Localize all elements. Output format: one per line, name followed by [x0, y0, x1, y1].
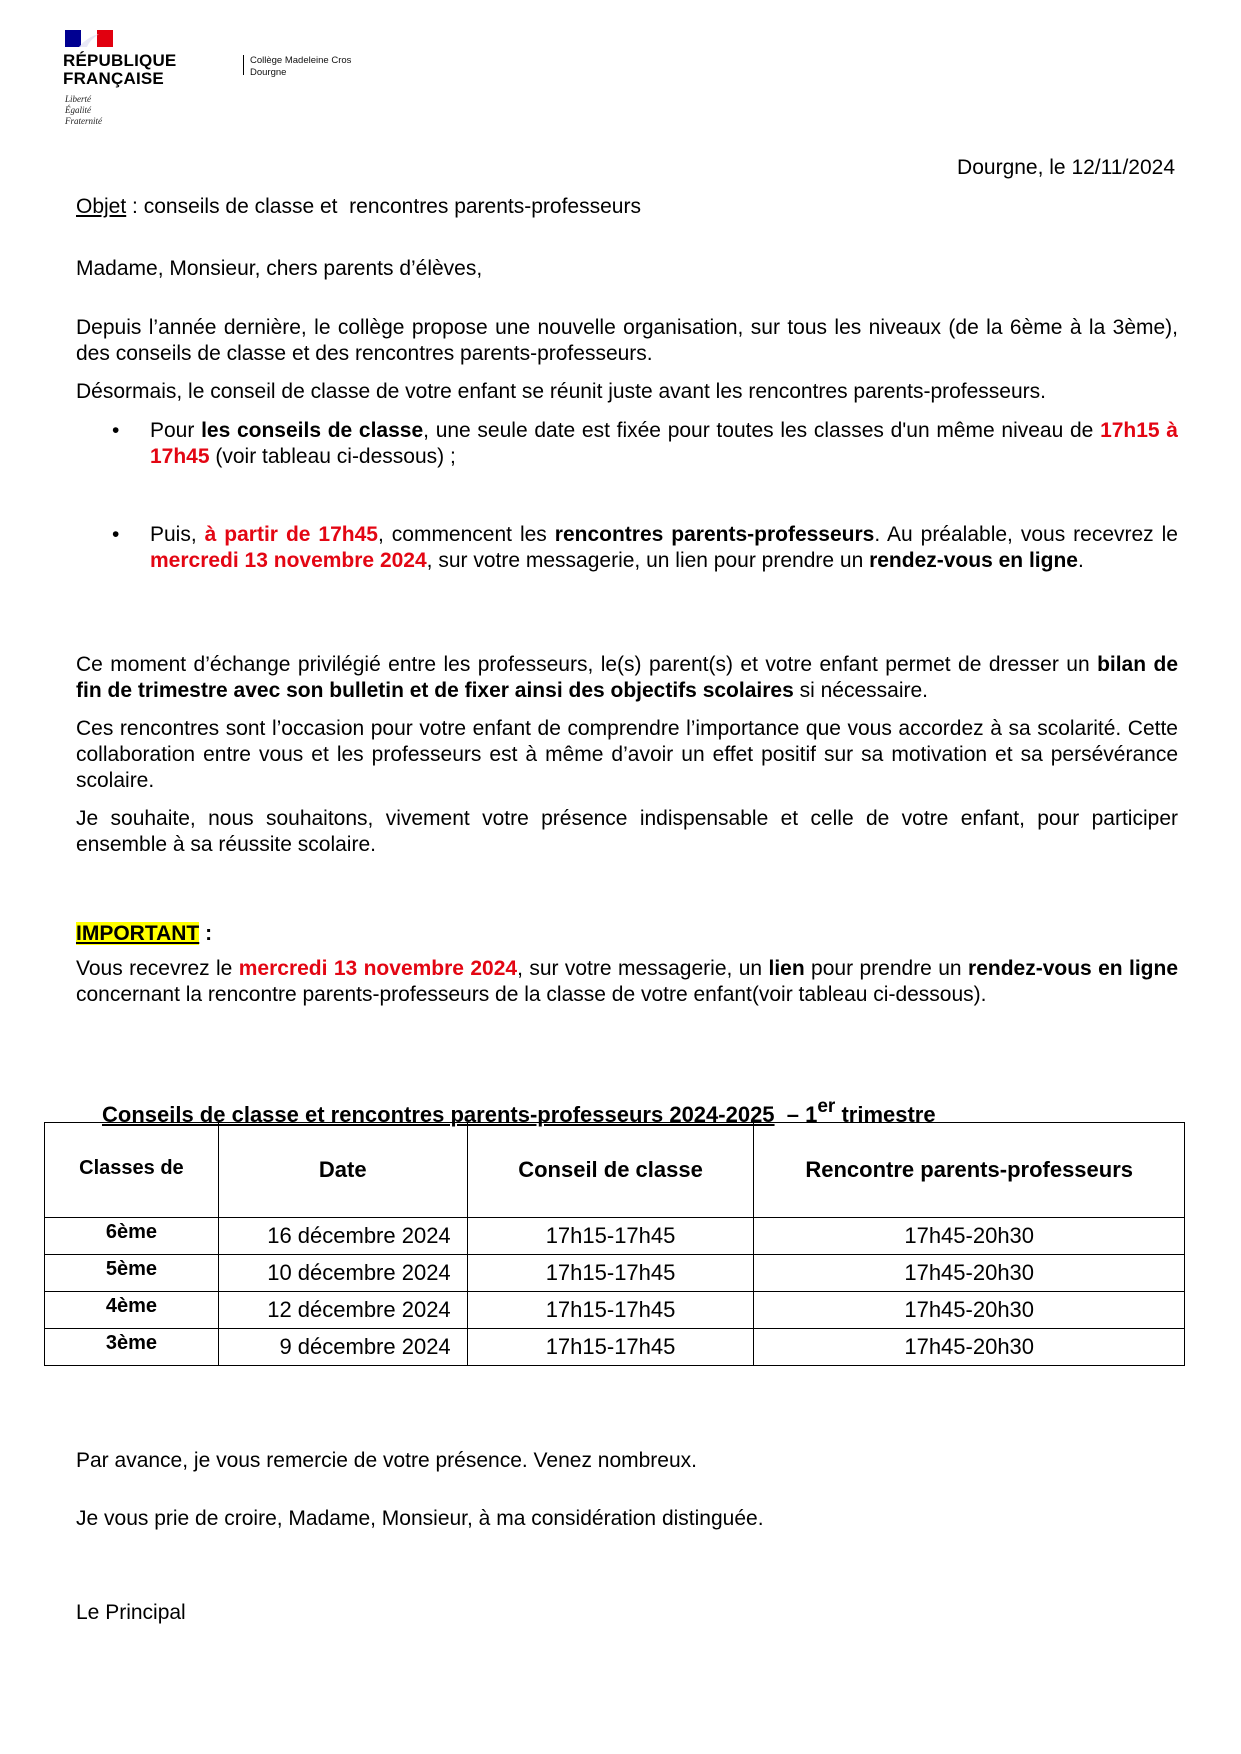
rencontre-cell: 17h45-20h30 — [754, 1218, 1185, 1255]
important-heading: IMPORTANT : — [76, 922, 213, 945]
french-flag-icon — [65, 30, 113, 47]
closing-thanks: Par avance, je vous remercie de votre présence. Venez nombreux. — [76, 1449, 697, 1472]
date-cell: 9 décembre 2024 — [218, 1329, 467, 1366]
header-classes: Classes de — [45, 1123, 219, 1218]
class-cell: 4ème — [45, 1292, 219, 1329]
table-header-row — [45, 1123, 1185, 1218]
date-cell: 10 décembre 2024 — [218, 1255, 467, 1292]
table-row — [45, 1218, 1185, 1255]
paragraph-important: Vous recevrez le mercredi 13 novembre 2024, sur votre messagerie, un lien pour prendre un rendez-vous en ligne concernant la rencontre parents-professeurs de la classe de votre enfant(voir tableau ci-dessous). — [76, 957, 1178, 1006]
rencontre-cell: 17h45-20h30 — [754, 1329, 1185, 1366]
class-cell: 5ème — [45, 1255, 219, 1292]
paragraph-intro: Depuis l’année dernière, le collège propose une nouvelle organisation, sur tous les niveaux (de la 6ème à la 3ème), des conseils de classe et des rencontres parents-professeurs. — [76, 316, 1178, 365]
college-block — [250, 55, 351, 79]
header-conseil: Conseil de classe — [467, 1123, 754, 1218]
college-town: Dourgne — [250, 67, 287, 78]
rencontre-cell: 17h45-20h30 — [754, 1292, 1185, 1329]
paragraph-souhait: Je souhaite, nous souhaitons, vivement votre présence indispensable et celle de votre enfant, pour participer ensemble à sa réussite scolaire. — [76, 807, 1178, 856]
republic-line-2: FRANÇAISE — [63, 69, 164, 88]
table-row — [45, 1329, 1185, 1366]
conseil-cell: 17h15-17h45 — [467, 1218, 754, 1255]
object-label: Objet — [76, 195, 127, 218]
schedule-table — [44, 1122, 1185, 1366]
table-row — [45, 1292, 1185, 1329]
header-date: Date — [218, 1123, 467, 1218]
logo-separator — [243, 55, 244, 75]
paragraph-desormais: Désormais, le conseil de classe de votre enfant se réunit juste avant les rencontres parents-professeurs. — [76, 380, 1046, 403]
paragraph-occasion: Ces rencontres sont l’occasion pour votre enfant de comprendre l’importance que vous accordez à sa scolarité. Cette collaboration entre vous et les professeurs est à même d’avoir un effet positif sur sa motivation et sa persévérance scolaire. — [76, 717, 1178, 792]
motto-fraternite: Fraternité — [65, 116, 102, 126]
object-text: : conseils de classe et rencontres parents-professeurs — [126, 195, 641, 218]
bullet-dot-icon: • — [112, 523, 120, 546]
bullet-rencontres: • Puis, à partir de 17h45, commencent les rencontres parents-professeurs. Au préalable, vous recevrez le mercredi 13 novembre 2024, sur votre messagerie, un lien pour prendre un rendez-vous en ligne. — [112, 523, 1178, 572]
conseil-cell: 17h15-17h45 — [467, 1255, 754, 1292]
important-label: IMPORTANT — [76, 922, 200, 945]
bullet-dot-icon: • — [112, 419, 120, 442]
greeting: Madame, Monsieur, chers parents d’élèves, — [76, 257, 483, 280]
letter-date: Dourgne, le 12/11/2024 — [957, 156, 1175, 179]
class-cell: 6ème — [45, 1218, 219, 1255]
table-title-main: Conseils de classe et rencontres parents-professeurs 2024-2025 — [102, 1102, 775, 1127]
republic-line-1: RÉPUBLIQUE — [63, 51, 177, 70]
table-title: Conseils de classe et rencontres parents-professeurs 2024-2025 – 1er trimestre — [102, 1096, 936, 1127]
conseil-cell: 17h15-17h45 — [467, 1292, 754, 1329]
motto-liberte: Liberté — [65, 94, 91, 104]
rencontre-cell: 17h45-20h30 — [754, 1255, 1185, 1292]
object-line — [76, 194, 641, 220]
republic-name — [63, 52, 193, 88]
republic-motto — [65, 94, 102, 127]
class-cell: 3ème — [45, 1329, 219, 1366]
table-row — [45, 1255, 1185, 1292]
closing-formula: Je vous prie de croire, Madame, Monsieur, à ma considération distinguée. — [76, 1507, 764, 1530]
conseil-cell: 17h15-17h45 — [467, 1329, 754, 1366]
paragraph-bilan: Ce moment d’échange privilégié entre les professeurs, le(s) parent(s) et votre enfant permet de dresser un bilan de fin de trimestre avec son bulletin et de fixer ainsi des objectifs scolaires si nécessaire. — [76, 653, 1178, 702]
motto-egalite: Égalité — [65, 105, 91, 115]
header-rencontre: Rencontre parents-professeurs — [754, 1123, 1185, 1218]
date-cell: 12 décembre 2024 — [218, 1292, 467, 1329]
date-cell: 16 décembre 2024 — [218, 1218, 467, 1255]
college-name: Collège Madeleine Cros — [250, 55, 352, 66]
bullet-conseils: • Pour les conseils de classe, une seule date est fixée pour toutes les classes d'un même niveau de 17h15 à 17h45 (voir tableau ci-dessous) ; — [112, 419, 1178, 468]
signature: Le Principal — [76, 1601, 186, 1624]
